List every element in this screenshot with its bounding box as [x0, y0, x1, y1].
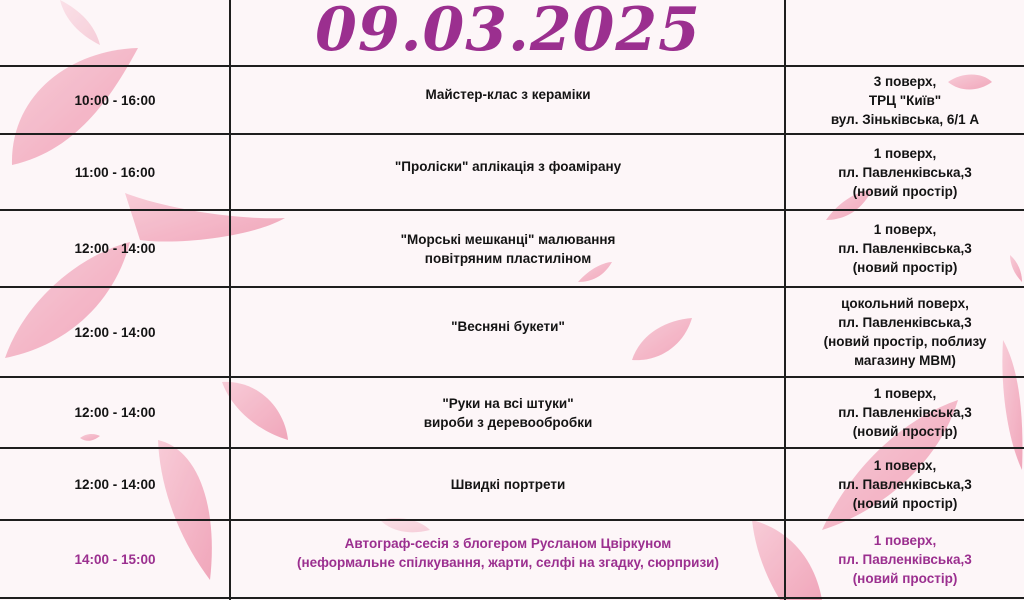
- time-cell: 11:00 - 16:00: [74, 164, 156, 180]
- time-cell: 12:00 - 14:00: [74, 324, 156, 340]
- table-row: [0, 135, 1024, 209]
- time-cell: 12:00 - 14:00: [74, 241, 156, 256]
- event-cell: Автограф-сесія з блогером Русланом Цвіркуном (неформальне спілкування, жарти, селфі на згадку, сюрпризи): [297, 536, 719, 570]
- time-cell: 14:00 - 15:00: [74, 551, 156, 567]
- location-cell: цокольний поверх, пл. Павленківська,3 (новий простір, поблизу магазину MBM): [823, 296, 987, 368]
- location-cell: 1 поверх, пл. Павленківська,3 (новий простір): [838, 145, 972, 199]
- table-row: [0, 67, 1024, 133]
- table-row-highlighted: [0, 521, 1024, 597]
- table-row: [0, 378, 1024, 447]
- location-cell: 3 поверх, ТРЦ "Київ" вул. Зіньківська, 6/1 А: [830, 73, 980, 127]
- location-cell: 1 поверх, пл. Павленківська,3 (новий простір): [838, 386, 972, 439]
- time-cell: 12:00 - 14:00: [74, 476, 156, 492]
- event-cell: "Морські мешканці" малювання повітряним пластиліном: [400, 231, 616, 266]
- date-title: 09.03.2025: [315, 0, 701, 65]
- event-cell: Швидкі портрети: [450, 476, 566, 492]
- time-cell: 12:00 - 14:00: [74, 405, 156, 420]
- row-divider: [0, 597, 1024, 599]
- time-cell: 10:00 - 16:00: [74, 92, 156, 108]
- event-cell: "Весняні букети": [451, 318, 565, 334]
- table-row: [0, 449, 1024, 519]
- table-row: [0, 211, 1024, 286]
- location-cell: 1 поверх, пл. Павленківська,3 (новий простір): [838, 457, 972, 511]
- event-cell: "Проліски" аплікація з фоамірану: [394, 158, 622, 174]
- event-cell: Майстер-клас з кераміки: [425, 86, 591, 102]
- event-cell: "Руки на всі штуки" вироби з деревообробки: [423, 395, 593, 430]
- table-row: [0, 288, 1024, 376]
- location-cell: 1 поверх, пл. Павленківська,3 (новий простір): [838, 532, 972, 586]
- location-cell: 1 поверх, пл. Павленківська,3 (новий простір): [838, 222, 972, 275]
